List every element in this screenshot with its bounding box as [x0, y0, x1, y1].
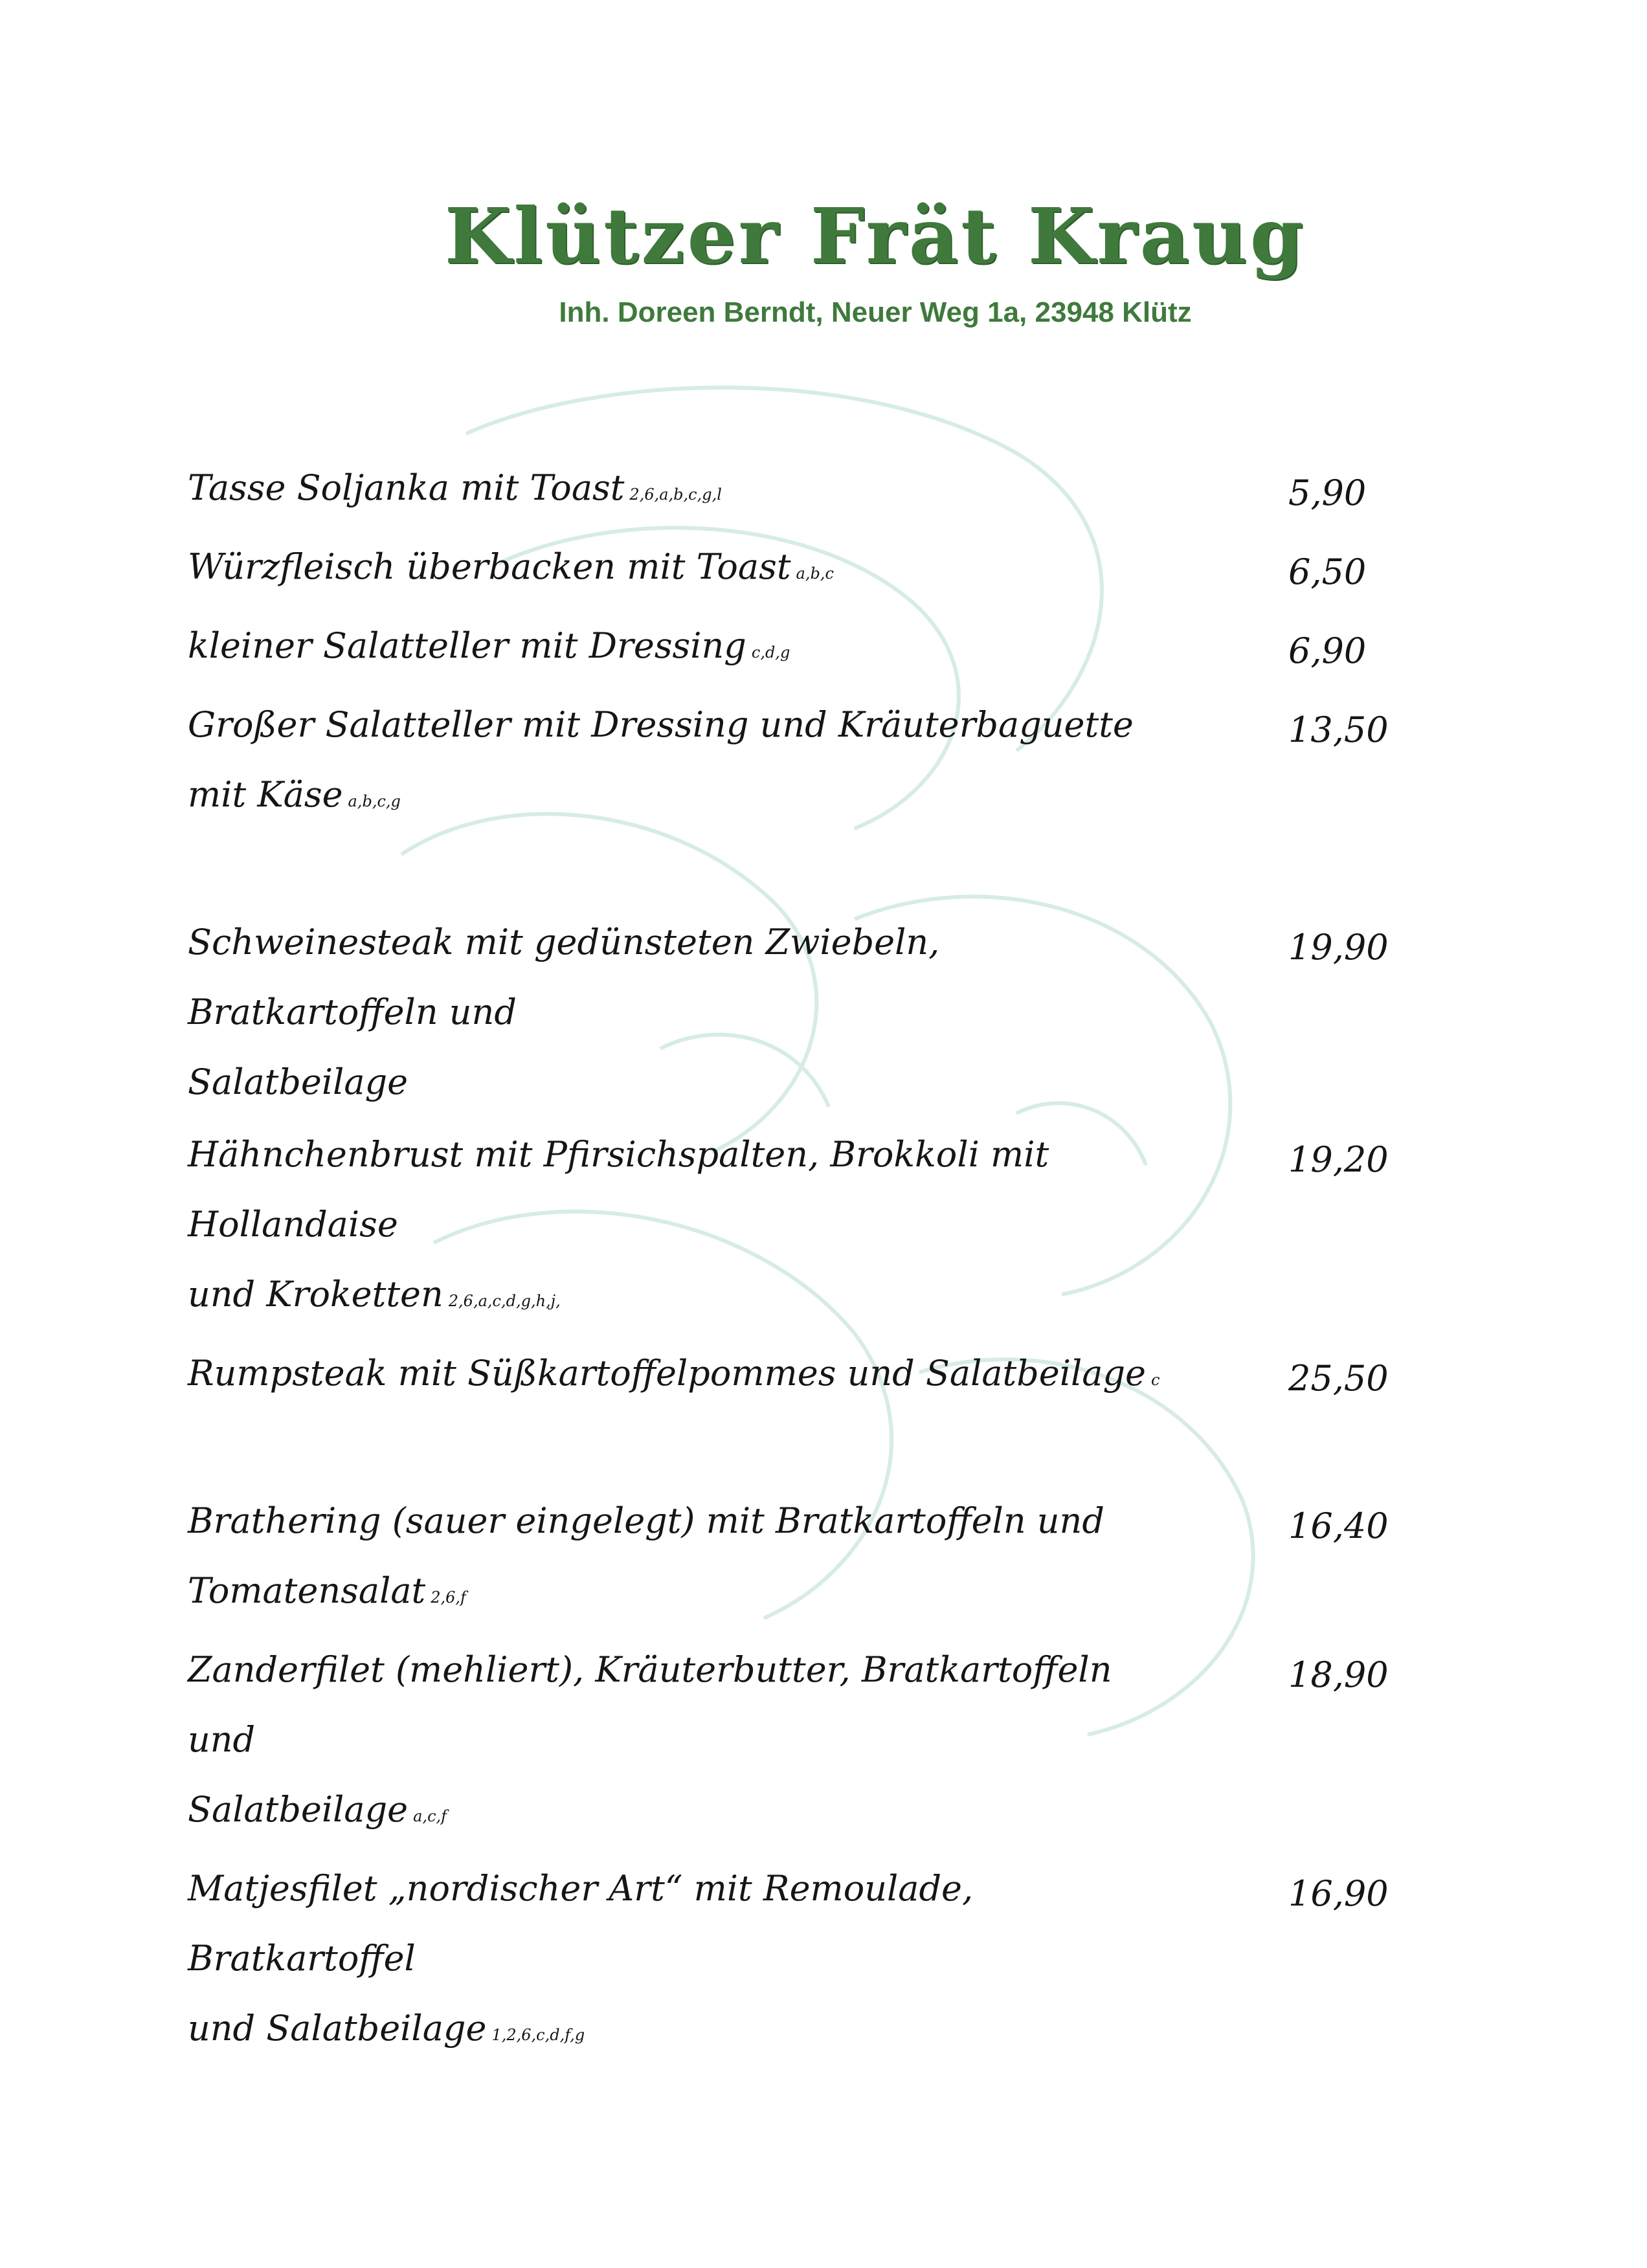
menu-item	[188, 1854, 1431, 2070]
item-description	[188, 690, 1172, 836]
allergen-codes: 2,6,a,c,d,g,h,j,	[448, 1292, 561, 1310]
restaurant-name: Klützer Frät Kraug	[444, 191, 1306, 281]
item-price: 16,90	[1288, 1873, 1389, 1914]
allergen-codes: 2,6,f	[431, 1588, 466, 1606]
item-description	[188, 532, 1172, 608]
item-line: und Salatbeilage	[188, 2008, 487, 2049]
menu-item	[188, 1486, 1431, 1632]
item-description	[188, 1486, 1172, 1632]
allergen-codes: a,b,c	[796, 564, 834, 583]
item-description	[188, 611, 1172, 687]
item-line: Rumpsteak mit Süßkartoffelpommes und Salatbeilage	[188, 1353, 1147, 1394]
item-line: Brathering (sauer eingelegt) mit Bratkartoffeln und	[188, 1500, 1104, 1541]
menu-item	[188, 690, 1431, 836]
item-description	[188, 1854, 1172, 2070]
allergen-codes: 1,2,6,c,d,f,g	[491, 2026, 585, 2044]
item-description	[188, 1120, 1172, 1336]
menu-item	[188, 907, 1431, 1117]
item-line: Tomatensalat	[188, 1570, 426, 1611]
item-line: Schweinesteak mit gedünsteten Zwiebeln, Bratkartoffeln und	[188, 922, 940, 1032]
menu-section	[188, 453, 1431, 836]
menu-item	[188, 453, 1431, 529]
menu-item	[188, 1635, 1431, 1851]
item-line: Großer Salatteller mit Dressing und Kräuterbaguette	[188, 704, 1134, 745]
menu-item	[188, 532, 1431, 608]
item-price: 25,50	[1288, 1358, 1389, 1399]
item-price: 6,50	[1288, 551, 1367, 592]
item-line: Zanderfilet (mehliert), Kräuterbutter, Bratkartoffeln und	[188, 1649, 1112, 1760]
menu-section	[188, 1486, 1431, 2070]
allergen-codes: 2,6,a,b,c,g,l	[629, 485, 722, 504]
allergen-codes: a,c,f	[413, 1807, 447, 1825]
allergen-codes: c	[1151, 1371, 1160, 1389]
item-line: Salatbeilage	[188, 1789, 409, 1830]
item-price: 19,90	[1288, 927, 1389, 968]
menu-header	[0, 191, 1647, 329]
menu-item	[188, 611, 1431, 687]
allergen-codes: c,d,g	[751, 643, 790, 662]
item-line: kleiner Salatteller mit Dressing	[188, 625, 746, 666]
item-line: Salatbeilage	[188, 1062, 409, 1102]
menu-section	[188, 907, 1431, 1415]
item-line: Matjesfilet „nordischer Art“ mit Remoulade, Bratkartoffel	[188, 1868, 974, 1979]
item-price: 5,90	[1288, 472, 1367, 513]
item-description	[188, 453, 1172, 529]
item-price: 6,90	[1288, 630, 1367, 671]
item-line: Würzfleisch überbacken mit Toast	[188, 546, 791, 587]
menu-item	[188, 1339, 1431, 1415]
menu-item	[188, 1120, 1431, 1336]
item-line: und Kroketten	[188, 1274, 443, 1315]
item-description	[188, 907, 1172, 1117]
item-price: 13,50	[1288, 709, 1389, 750]
allergen-codes: a,b,c,g	[348, 792, 401, 810]
item-price: 19,20	[1288, 1139, 1389, 1180]
restaurant-address: Inh. Doreen Berndt, Neuer Weg 1a, 23948 Klütz	[559, 296, 1192, 328]
item-line: mit Käse	[188, 774, 343, 815]
item-price: 16,40	[1288, 1506, 1389, 1546]
item-price: 18,90	[1288, 1654, 1389, 1695]
item-description	[188, 1635, 1172, 1851]
menu-list	[188, 453, 1431, 2141]
item-line: Hähnchenbrust mit Pfirsichspalten, Brokkoli mit Hollandaise	[188, 1134, 1049, 1245]
item-line: Tasse Soljanka mit Toast	[188, 467, 625, 508]
item-description	[188, 1339, 1172, 1415]
